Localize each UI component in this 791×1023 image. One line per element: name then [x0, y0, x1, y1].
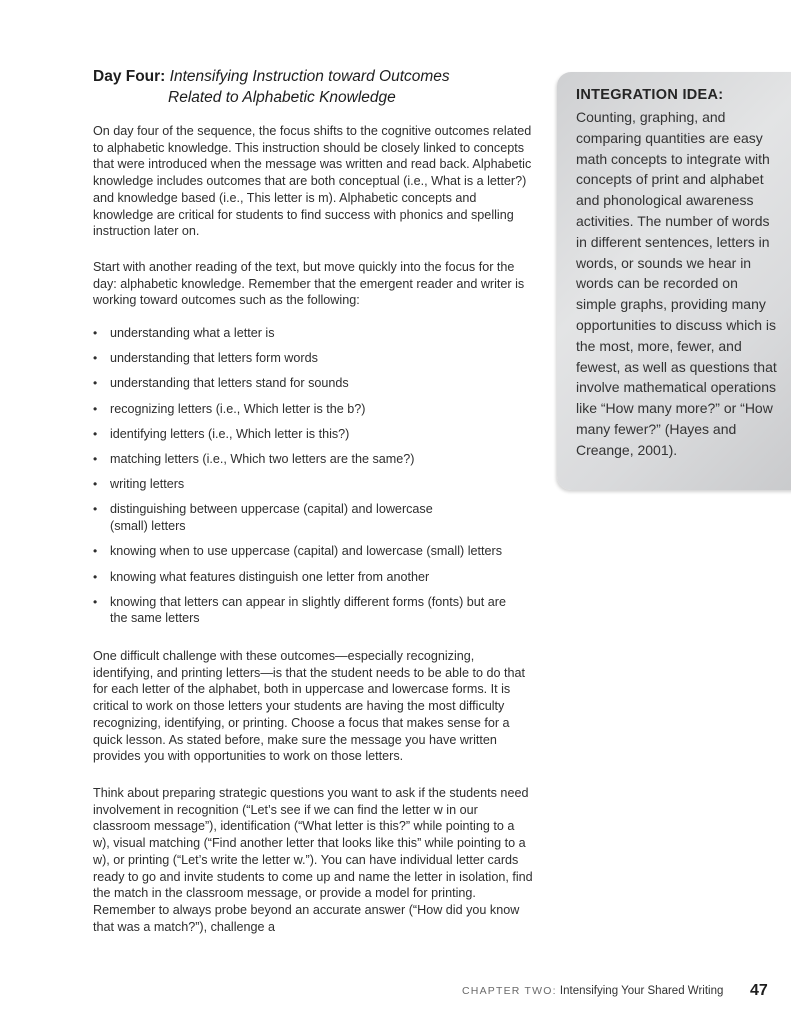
bullet-icon: •	[93, 477, 98, 492]
list-item: • writing letters	[93, 477, 185, 492]
list-item: • recognizing letters (i.e., Which letter is the b?)	[93, 401, 366, 416]
list-item: • identifying letters (i.e., Which letter is this?)	[93, 426, 350, 441]
footer-chapter-title: Intensifying Your Shared Writing	[559, 985, 724, 997]
footer-chapter-label: CHAPTER TWO:	[462, 985, 557, 997]
page-footer	[462, 982, 772, 1005]
heading-title-line2: Related to Alphabetic Knowledge	[168, 89, 396, 106]
paragraph-start-reading: Start with another reading of the text, but move quickly into the focus for the day: alphabetic knowledge. Remember that the emergent reader and writer is working toward outcomes such as the following:	[93, 260, 525, 308]
bullet-icon: •	[93, 351, 98, 366]
bullet-icon: •	[93, 326, 98, 340]
bullet-icon: •	[93, 502, 98, 517]
integration-idea-box	[557, 72, 791, 490]
bullet-icon: •	[93, 401, 98, 416]
bullet-icon: •	[93, 569, 98, 584]
list-item: • understanding what a letter is	[93, 326, 275, 340]
list-item: • knowing what features distinguish one letter from another	[93, 569, 430, 584]
list-item: • knowing when to use uppercase (capital) and lowercase (small) letters	[93, 544, 502, 559]
sidebar-title: INTEGRATION IDEA:	[576, 87, 724, 103]
bullet-icon: •	[93, 594, 98, 609]
paragraph-strategic-questions: Think about preparing strategic questions you want to ask if the students need involvement in recognition (“Let’s see if we can find the letter w in our classroom message”), identification (“What letter is this?” while pointing to a w), visual matching (“Find another letter that looks like this” while pointing to a w), or printing (“Let’s write the letter w.”). You can have individual letter cards ready to go and invite students to come up and name the letter in isolation, find the match in the classroom message, or provide a model for printing. Remember to always probe beyond an accurate answer (“How did you know that was a match?”), challenge a	[93, 786, 533, 934]
outcomes-list	[93, 325, 533, 636]
page-number: 47	[750, 982, 768, 999]
section-heading	[93, 66, 533, 108]
bullet-icon: •	[93, 376, 98, 391]
bullet-icon: •	[93, 426, 98, 441]
paragraph-intro: On day four of the sequence, the focus shifts to the cognitive outcomes related to alphabetic knowledge. This instruction should be closely linked to concepts that were introduced when the message was written and read back. Alphabetic knowledge includes outcomes that are both conceptual (i.e., What is a letter?) and knowledge based (i.e., This letter is m). Alphabetic concepts and knowledge are critical for students to find success with phonics and spelling instruction later on.	[93, 124, 532, 239]
paragraph-challenge: One difficult challenge with these outcomes—especially recognizing, identifying, and printing letters—is that the student needs to be able to do that for each letter of the alphabet, both in uppercase and lowercase forms. It is critical to work on those letters your students are having the most difficulty recognizing, identifying, or printing. Choose a focus that makes sense for a quick lesson. As stated before, make sure the message you have written provides you with opportunities to work on those letters.	[93, 649, 525, 764]
bullet-icon: •	[93, 544, 98, 559]
list-item: • matching letters (i.e., Which two letters are the same?)	[93, 452, 415, 467]
bullet-icon: •	[93, 452, 98, 467]
sidebar-text: Counting, graphing, and comparing quantities are easy math concepts to integrate with concepts of print and alphabet and phonological awareness activities. The number of words in different sentences, letters in words, or sounds we hear in words can be recorded on simple graphs, providing many opportunities to discuss which is the most, more, fewer, and fewest, as well as questions that involve mathematical operations like “How many more?” or “How many fewer?” (Hayes and Creange, 2001).	[576, 109, 777, 458]
heading-title-line1: Intensifying Instruction toward Outcomes	[169, 68, 450, 85]
list-item: • distinguishing between uppercase (capital) and lowercase (small) letters	[93, 502, 433, 534]
list-item: • understanding that letters form words	[93, 351, 318, 366]
list-item: • knowing that letters can appear in slightly different forms (fonts) but are the same letters	[93, 594, 506, 626]
heading-label: Day Four:	[93, 68, 166, 85]
list-item: • understanding that letters stand for sounds	[93, 376, 349, 391]
